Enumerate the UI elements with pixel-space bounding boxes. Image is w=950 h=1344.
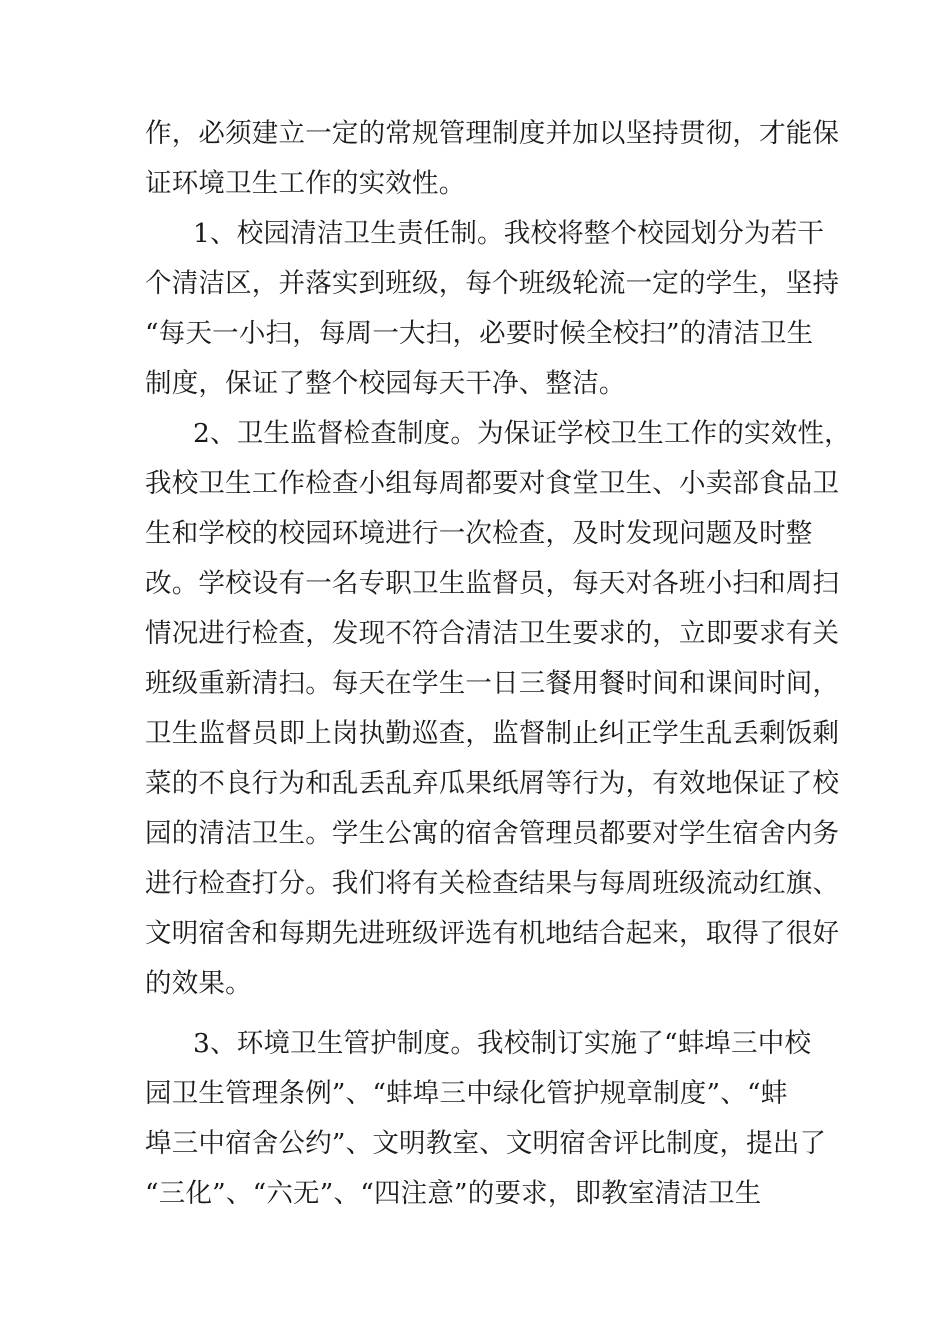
text-line: 菜的不良行为和乱丢乱弃瓜果纸屑等行为，有效地保证了校 xyxy=(145,768,840,799)
text-line: 作，必须建立一定的常规管理制度并加以坚持贯彻，才能保 xyxy=(145,118,840,149)
text-line: 园卫生管理条例”、“蚌埠三中绿化管护规章制度”、“蚌 xyxy=(145,1078,788,1109)
paragraph-1-start: 1、校园清洁卫生责任制。我校将整个校园划分为若干 xyxy=(193,218,825,249)
text-line: 班级重新清扫。每天在学生一日三餐用餐时间和课间时间， xyxy=(145,668,840,699)
text-line: 生和学校的校园环境进行一次检查，及时发现问题及时整 xyxy=(145,518,813,549)
text-line: 文明宿舍和每期先进班级评选有机地结合起来，取得了很好 xyxy=(145,918,840,949)
text-line: 制度，保证了整个校园每天干净、整洁。 xyxy=(145,368,626,399)
paragraph-3-start: 3、环境卫生管护制度。我校制订实施了“蚌埠三中校 xyxy=(193,1028,812,1059)
text-line: 园的清洁卫生。学生公寓的宿舍管理员都要对学生宿舍内务 xyxy=(145,818,840,849)
text-line: 证环境卫生工作的实效性。 xyxy=(145,168,466,199)
text-line: 卫生监督员即上岗执勤巡查，监督制止纠正学生乱丢剩饭剩 xyxy=(145,718,840,749)
text-line: 我校卫生工作检查小组每周都要对食堂卫生、小卖部食品卫 xyxy=(145,468,840,499)
text-line: “每天一小扫，每周一大扫，必要时候全校扫”的清洁卫生 xyxy=(145,318,814,349)
text-line: 进行检查打分。我们将有关检查结果与每周班级流动红旗、 xyxy=(145,868,840,899)
text-line: “三化”、“六无”、“四注意”的要求，即教室清洁卫生 xyxy=(145,1178,762,1209)
text-line: 个清洁区，并落实到班级，每个班级轮流一定的学生，坚持 xyxy=(145,268,840,299)
paragraph-2-start: 2、卫生监督检查制度。为保证学校卫生工作的实效性， xyxy=(193,418,851,449)
text-line: 的效果。 xyxy=(145,968,252,999)
text-line: 情况进行检查，发现不符合清洁卫生要求的，立即要求有关 xyxy=(145,618,840,649)
text-line: 埠三中宿舍公约”、文明教室、文明宿舍评比制度，提出了 xyxy=(145,1128,827,1159)
text-line: 改。学校设有一名专职卫生监督员，每天对各班小扫和周扫 xyxy=(145,568,840,599)
